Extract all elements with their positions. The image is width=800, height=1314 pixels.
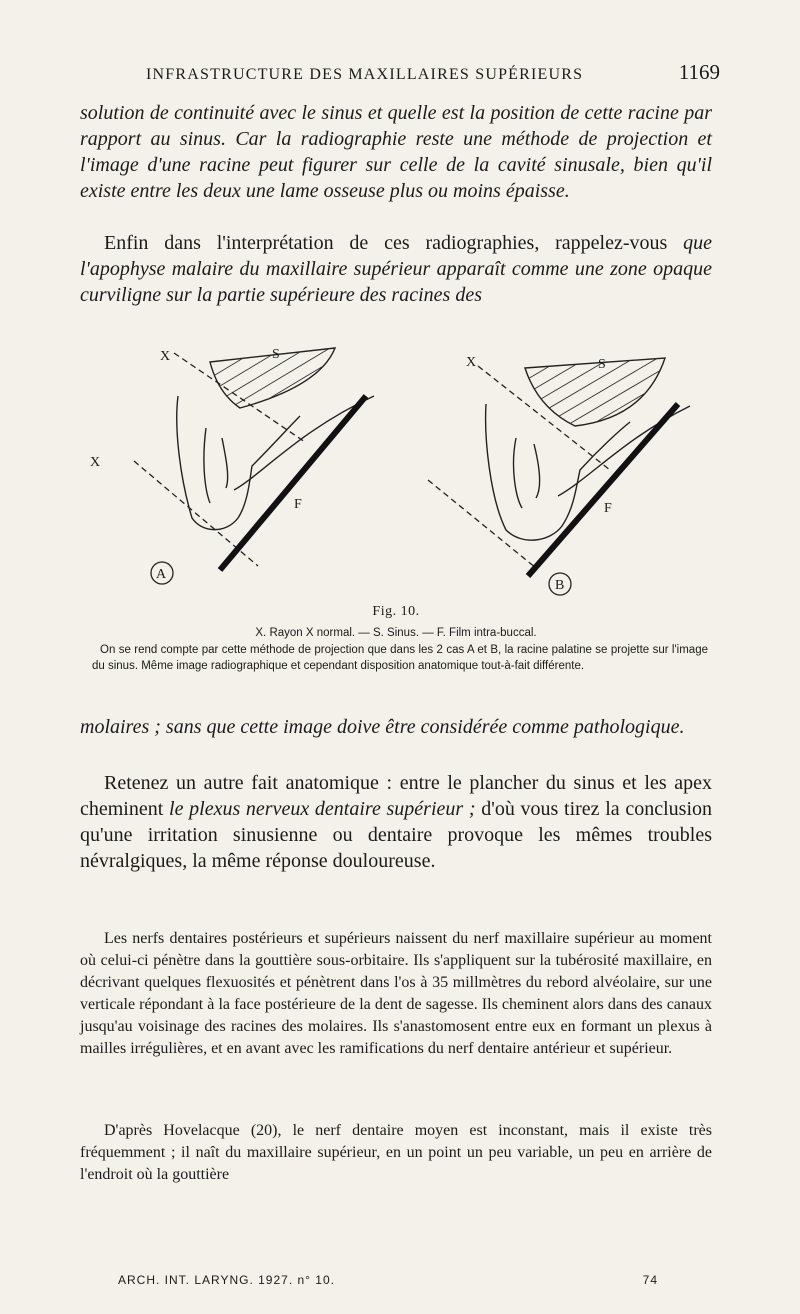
paragraph-hovelacque: D'après Hovelacque (20), le nerf dentaire moyen est inconstant, mais il existe très fréquemment ; il naît du maxillaire supérieur, en un point un peu variable, un peu en arrière de l'endroit où la gouttière [80,1122,712,1183]
x-label-a-top: X [160,349,171,364]
paragraph-molaires: molaires ; sans que cette image doive être considérée comme pathologique. [80,716,685,738]
paragraph-retenez-after: d'où vous tirez la conclusion qu'une irritation sinusienne ou dentaire provoque les mêmes troubles névralgiques, la même réponse douloureuse. [80,798,713,872]
s-label-b: S [598,357,606,372]
page-footer [118,1273,658,1287]
malar-process-b [558,406,690,496]
paragraph-enfin-lead: Enfin dans l'interprétation de ces radiographies, rappelez-vous [104,232,668,254]
x-label-a-left: X [90,455,101,470]
signature-mark: 74 [642,1273,658,1287]
journal-reference: ARCH. INT. LARYNG. 1927. n° 10. [118,1273,335,1287]
f-label-a: F [294,497,302,512]
figure-10-diagram [90,338,690,600]
circle-a-label: A [156,567,167,582]
film-b [528,404,678,576]
paragraph-retenez [80,770,712,874]
f-label-b: F [604,501,612,516]
paragraph-enfin-italic: que l'apophyse malaire du maxillaire supérieur apparaît comme une zone opaque curviligne sur la partie supérieure des racines des [80,232,712,306]
x-ray-a-upper [174,353,305,442]
paragraph-enfin [80,230,712,308]
panel-b [428,310,705,595]
x-label-b-top: X [466,355,477,370]
running-title: INFRASTRUCTURE DES MAXILLAIRES SUPÉRIEURS [146,66,584,83]
panel-a [90,312,374,584]
circle-b-label: B [555,578,565,593]
figure-title: Fig. 10. [372,604,420,619]
figure-legend: X. Rayon X normal. — S. Sinus. — F. Film intra-buccal. [255,627,537,639]
running-header [146,60,720,85]
tooth-b [486,404,630,540]
paragraph-nerfs: Les nerfs dentaires postérieurs et supérieurs naissent du nerf maxillaire supérieur au moment où celui-ci pénètre dans la gouttière sous-orbitaire. Ils s'appliquent sur la tubérosité maxillaire, en décrivant quelques flexuosités et pénètrent dans l'os à 35 millmètres du rebord alvéolaire, sur une verticale répondant à la face postérieure de la dent de sagesse. Ils cheminent alors dans des canaux jusqu'au voisinage des racines des molaires. Ils s'anastomosent entre eux en formant un plexus à mailles irrégulières, et en avant avec les ramifications du nerf dentaire antérieur et supérieur. [80,930,712,1057]
x-ray-b-upper [478,366,610,470]
x-ray-b-lower [428,480,536,568]
sinus-b [475,310,705,458]
s-label-a: S [272,347,280,362]
paragraph-retenez-italic: le plexus nerveux dentaire supérieur ; [169,798,476,820]
paragraph-retenez-before: Retenez un autre fait anatomique : entre le plancher du sinus et les apex cheminent [80,772,712,820]
figure-caption: On se rend compte par cette méthode de projection que dans les 2 cas A et B, la racine palatine se projette sur l'image du sinus. Même image radiographique et cependant disposition anatomique tout-à-fait différente. [92,644,708,672]
tooth-a [177,396,300,530]
film-a [220,396,366,570]
page-number: 1169 [678,60,720,84]
paragraph-solution: solution de continuité avec le sinus et quelle est la position de cette racine par rapport au sinus. Car la radiographie reste une méthode de projection et l'image d'une racine peut figurer sur celle de la cavité sinusale, bien qu'il existe entre les deux une lame osseuse plus ou moins épaisse. [80,102,712,202]
